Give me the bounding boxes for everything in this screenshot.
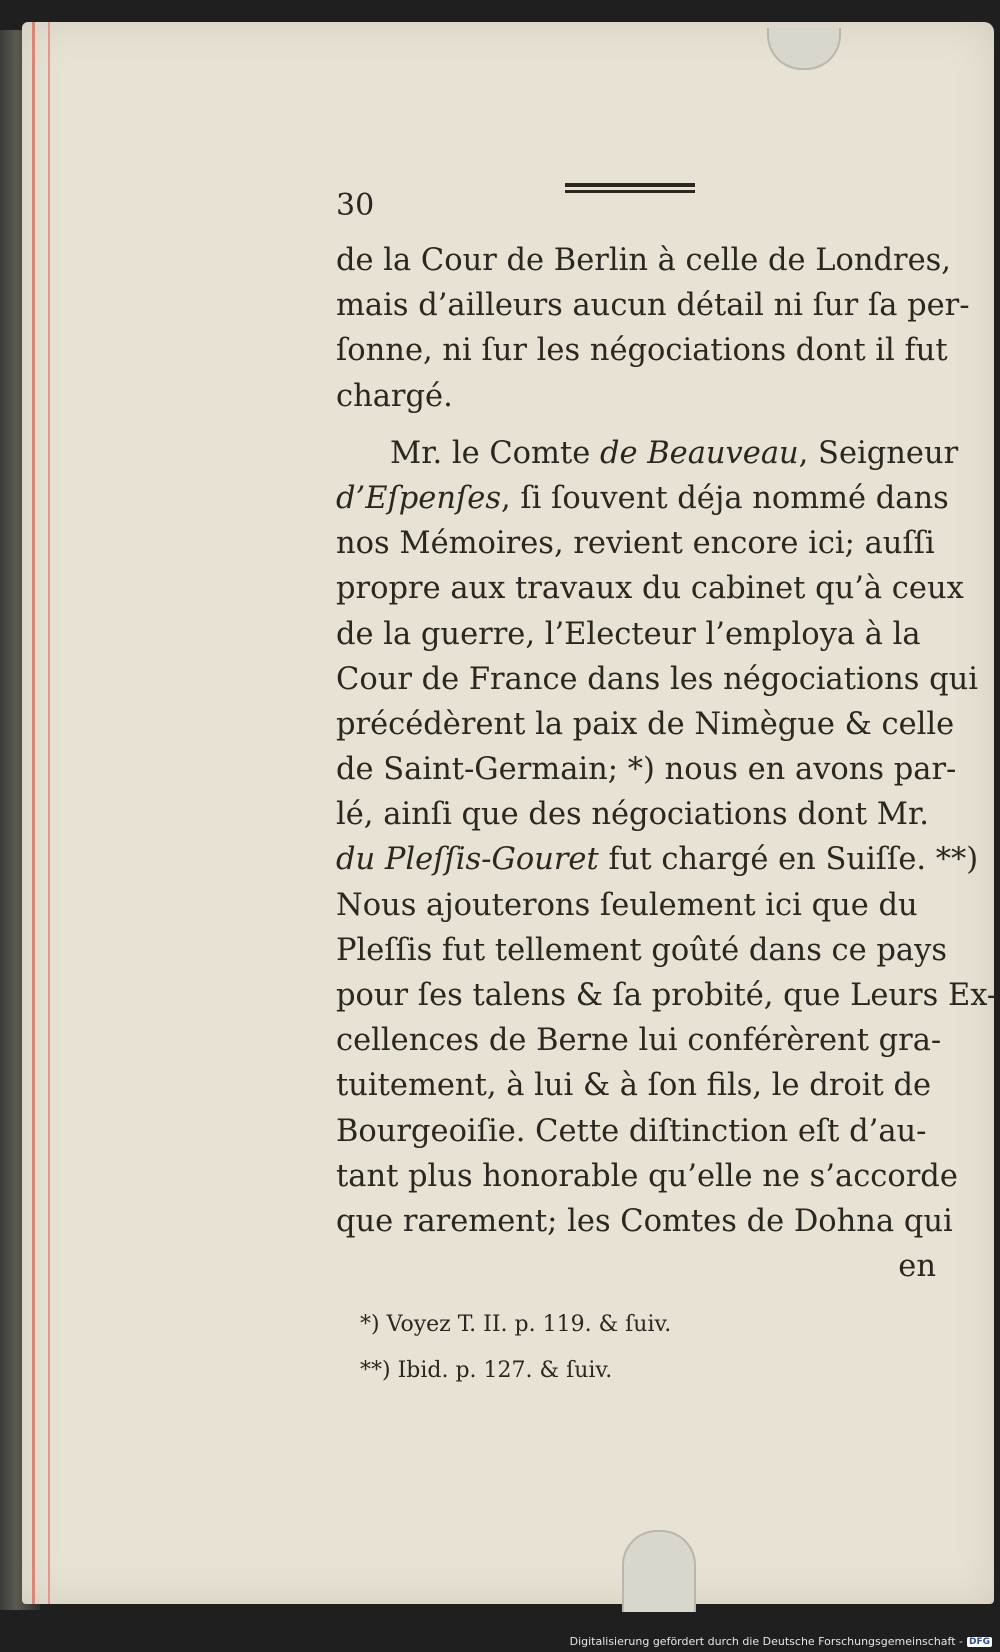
text-line: de la guerre, l’Electeur l’employa à la (336, 616, 921, 652)
text-line: nos Mémoires, revient encore ici; auſſi (336, 526, 935, 562)
text-line: d’Eſpenſes, ſi ſouvent déja nommé dans (336, 480, 949, 516)
catchword: en (898, 1249, 936, 1285)
italic-name: d’Eſpenſes (336, 480, 501, 516)
text-line: lé, ainſi que des négociations dont Mr. (336, 797, 929, 833)
text-line: précédèrent la paix de Nimègue & celle (336, 706, 955, 742)
text-line: que rarement; les Comtes de Dohna qui (336, 1203, 953, 1239)
text-line: pour ſes talens & ſa probité, que Leurs Ex- (336, 978, 998, 1013)
dfg-logo: DFG (968, 1636, 990, 1647)
digitization-credit (570, 1635, 992, 1648)
body-text (336, 238, 998, 1289)
text-line: mais d’ailleurs aucun détail ni ſur ſa per- (336, 288, 970, 324)
page-clip-top (767, 28, 841, 70)
page-clip-bottom (622, 1530, 696, 1612)
footnote: *) Voyez T. II. p. 119. & ſuiv. (360, 1312, 672, 1337)
text-line: tuitement, à lui & à ſon fils, le droit de (336, 1068, 932, 1104)
italic-name: du Pleſſis-Gouret (336, 842, 599, 878)
text-line: cellences de Berne lui conférèrent gra- (336, 1023, 942, 1059)
text-line: Pleſſis fut tellement goûté dans ce pays (336, 932, 947, 968)
text-line: ſonne, ni ſur les négociations dont il fut (336, 333, 948, 369)
text-line: propre aux travaux du cabinet qu’à ceux (336, 571, 964, 607)
text-line: de Saint-Germain; *) nous en avons par- (336, 752, 957, 788)
italic-name: de Beauveau (599, 435, 799, 471)
page-number: 30 (336, 188, 375, 223)
credit-text: Digitalisierung gefördert durch die Deutsche Forschungsgemeinschaft - (569, 1635, 963, 1648)
footnotes (360, 1302, 920, 1394)
page-edge-red-stripe (32, 22, 35, 1604)
text-line: Mr. le Comte de Beauveau, Seigneur (390, 435, 959, 471)
text-line: Nous ajouterons ſeulement ici que du (336, 887, 918, 923)
page-edge-red-stripe-inner (48, 22, 50, 1604)
text-line: Bourgeoiſie. Cette diſtinction eſt d’au- (336, 1113, 927, 1149)
header-rule (565, 183, 695, 193)
text-line: Cour de France dans les négociations qui (336, 661, 979, 697)
text-line: de la Cour de Berlin à celle de Londres, (336, 243, 951, 278)
text-line: chargé. (336, 378, 453, 414)
text-line: tant plus honorable qu’elle ne s’accorde (336, 1158, 958, 1194)
text-line: du Pleſſis-Gouret fut chargé en Suiſſe. **) (336, 842, 979, 878)
footnote: **) Ibid. p. 127. & ſuiv. (360, 1358, 613, 1383)
